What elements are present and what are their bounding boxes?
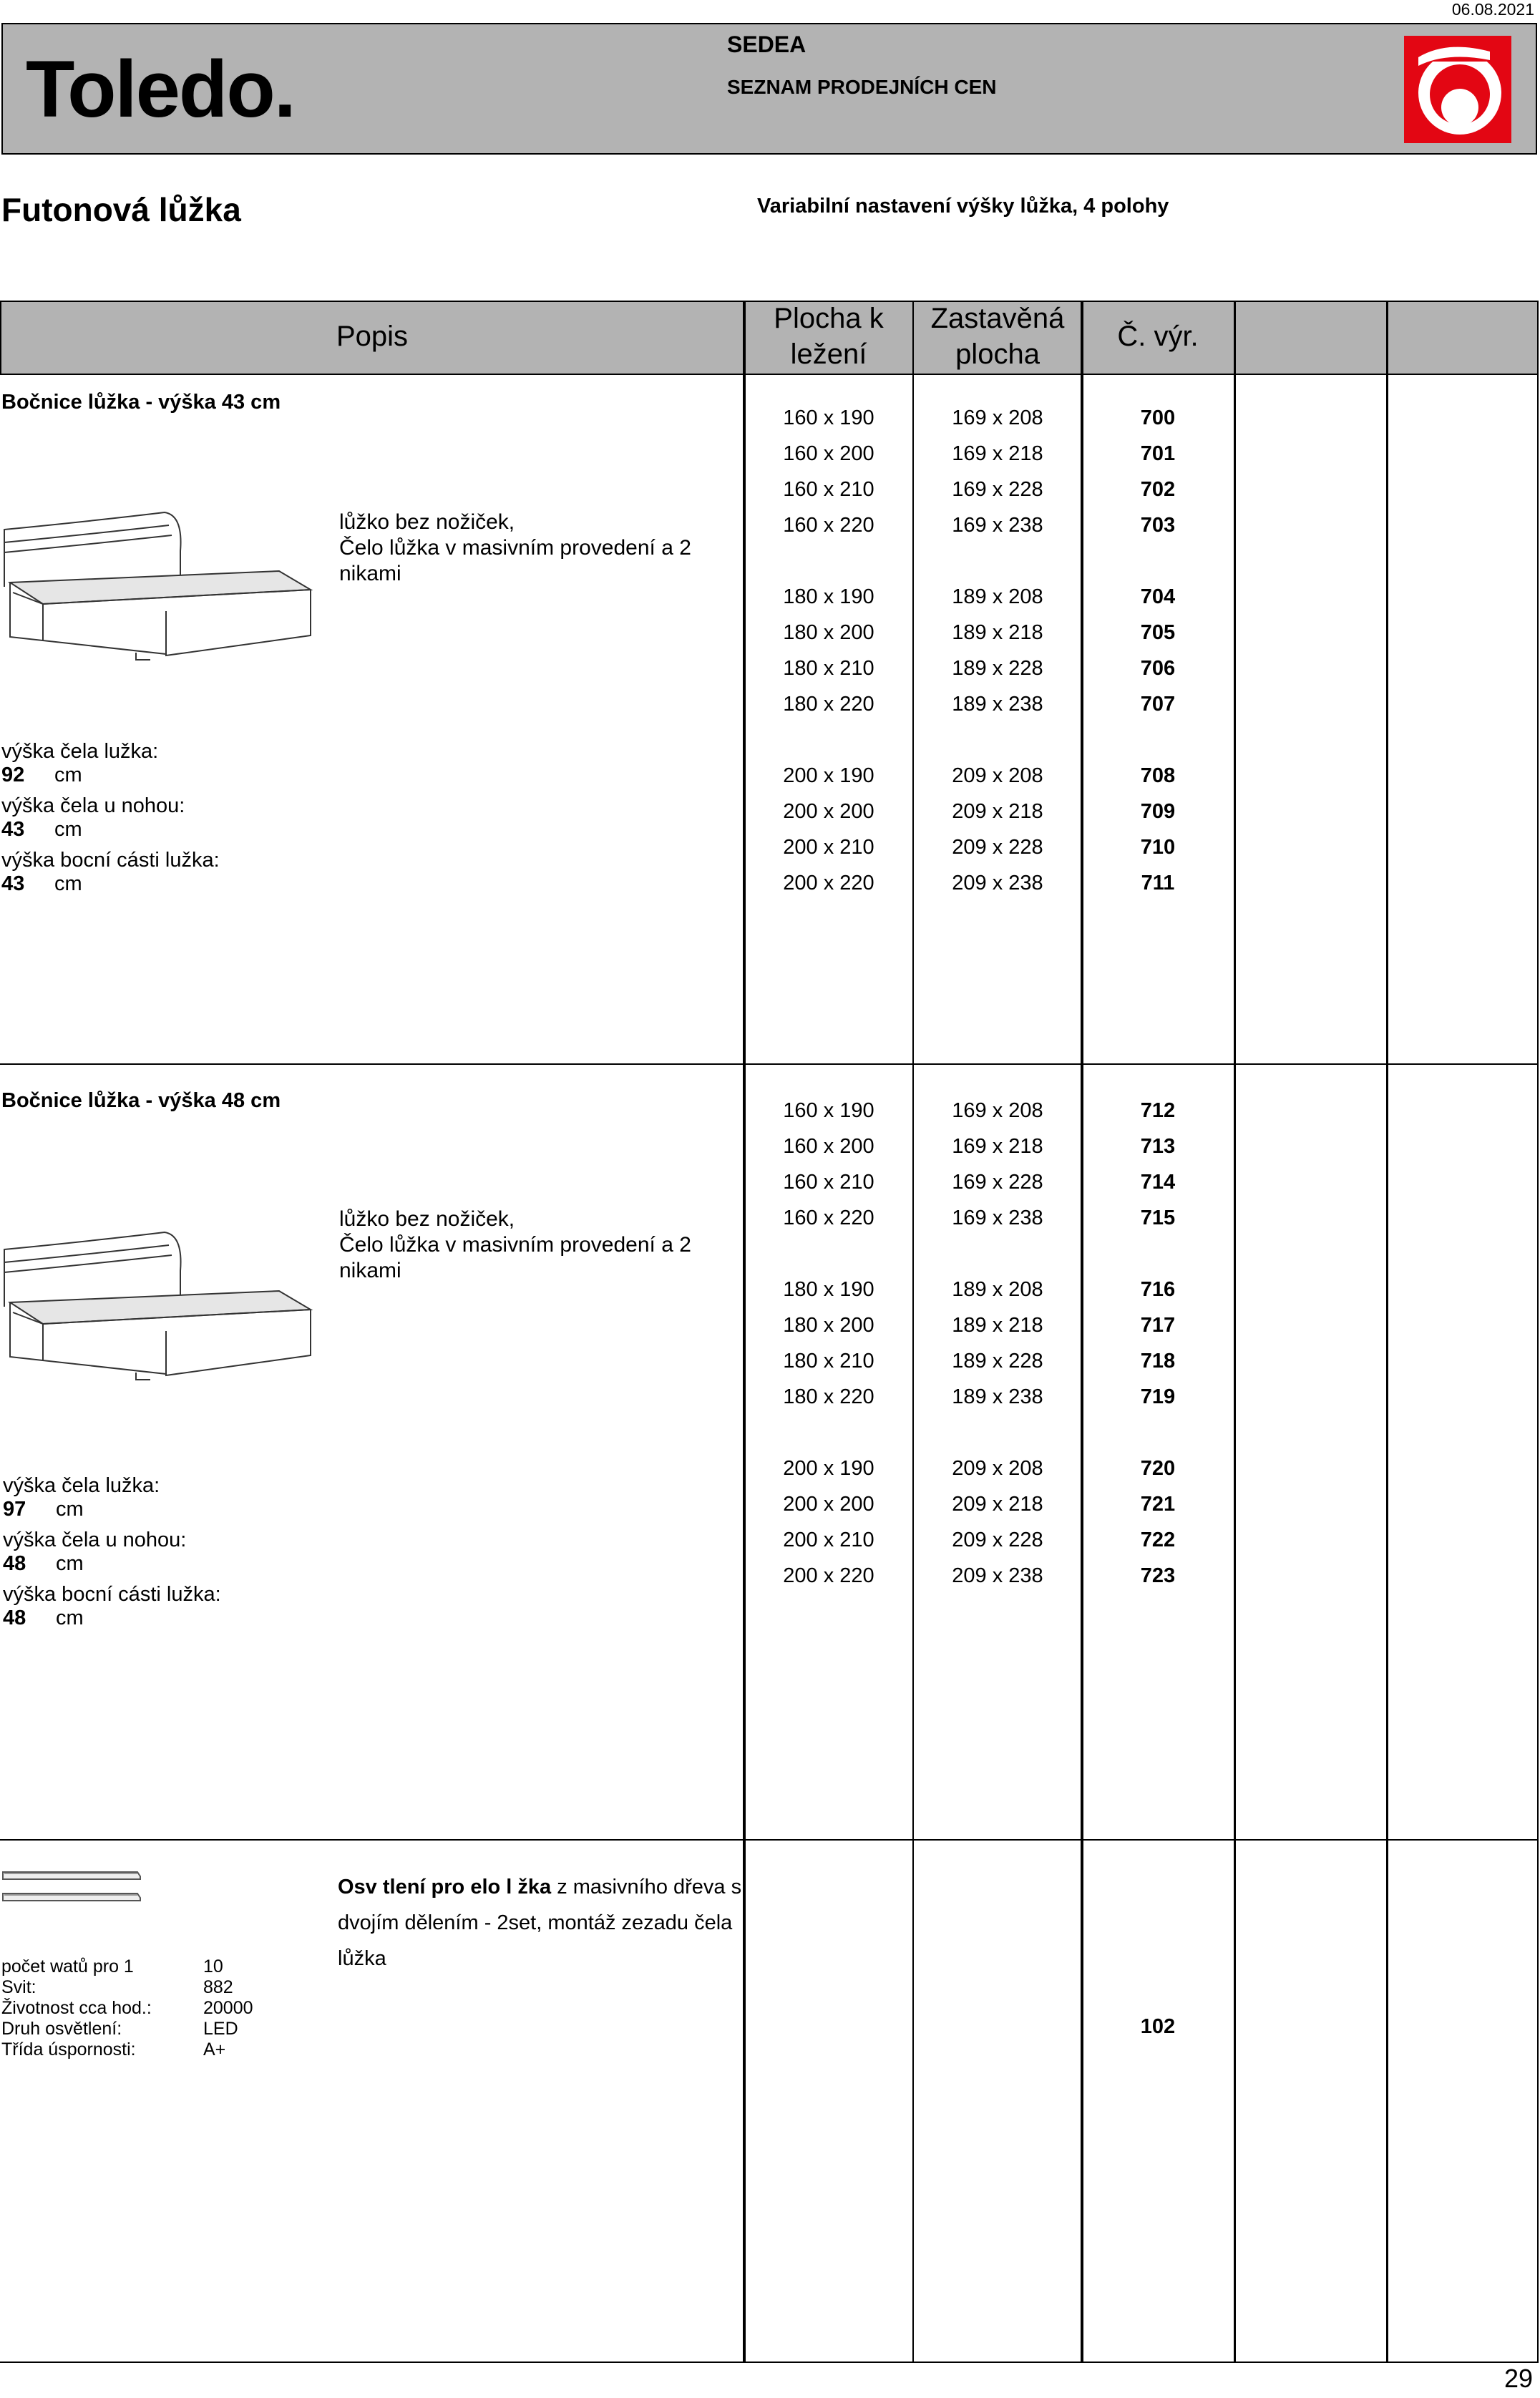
cell-plocha: 200 x 210 (783, 1529, 874, 1551)
lighting-title: Osv tlení pro elo l žka (338, 1876, 552, 1899)
spec-label: výška čela u nohou: (3, 1529, 187, 1551)
cell-plocha: 180 x 190 (783, 585, 874, 608)
cell-zastavena: 169 x 208 (952, 406, 1043, 429)
cell-code: 722 (1140, 1529, 1176, 1551)
cell-zastavena: 169 x 218 (952, 442, 1043, 465)
cell-zastavena: 189 x 228 (952, 1350, 1043, 1373)
pricelist-title: SEZNAM PRODEJNÍCH CEN (727, 76, 997, 98)
cell-zastavena: 209 x 218 (952, 800, 1043, 823)
cell-plocha: 160 x 210 (783, 1171, 874, 1194)
group-description (339, 1207, 726, 1284)
cell-zastavena: 169 x 238 (952, 1207, 1043, 1229)
cell-zastavena: 169 x 218 (952, 1135, 1043, 1158)
cell-plocha: 180 x 210 (783, 657, 874, 680)
cell-plocha: 200 x 220 (783, 872, 874, 895)
cell-plocha: 200 x 200 (783, 800, 874, 823)
price-table (0, 301, 1540, 2363)
spec-value: A+ (203, 2039, 226, 2060)
cell-code: 719 (1140, 1385, 1176, 1408)
spec-value: 48 (3, 1552, 26, 1575)
supplier-name: SEDEA (727, 31, 806, 57)
spec-label: počet watů pro 1 (1, 1956, 134, 1977)
cell-zastavena: 189 x 218 (952, 621, 1043, 644)
col-header-cislo: Č. výr. (1117, 321, 1199, 352)
cell-code: 721 (1140, 1493, 1176, 1516)
lighting-description (338, 1869, 753, 1977)
cell-plocha: 180 x 220 (783, 693, 874, 716)
cell-plocha: 180 x 210 (783, 1350, 874, 1373)
group-title: Bočnice lůžka - výška 43 cm (1, 391, 281, 414)
cell-code: 702 (1140, 478, 1176, 501)
spec-value: 48 (3, 1607, 26, 1629)
spec-unit: cm (54, 764, 82, 786)
cell-zastavena: 209 x 208 (952, 764, 1043, 787)
cell-code: 717 (1140, 1314, 1176, 1337)
page-number: 29 (1504, 2364, 1533, 2393)
spec-unit: cm (56, 1498, 84, 1521)
light-bar-icon (1, 1866, 142, 1906)
cell-plocha: 200 x 190 (783, 764, 874, 787)
cell-code: 720 (1140, 1457, 1176, 1480)
brand-logo-icon (1404, 36, 1511, 143)
cell-code: 707 (1140, 693, 1176, 716)
spec-label: Životnost cca hod.: (1, 1998, 152, 2018)
brand-title: Toledo. (26, 44, 295, 134)
col-header-popis: Popis (336, 321, 409, 352)
cell-code: 712 (1140, 1099, 1176, 1122)
section-subtitle: Variabilní nastavení výšky lůžka, 4 polohy (757, 195, 1169, 218)
cell-plocha: 160 x 190 (783, 1099, 874, 1122)
spec-value: 43 (1, 818, 25, 841)
cell-code: 716 (1140, 1278, 1176, 1301)
cell-zastavena: 209 x 208 (952, 1457, 1043, 1480)
spec-value: 882 (203, 1977, 233, 1997)
spec-unit: cm (54, 872, 82, 895)
row-divider (0, 1063, 1539, 1065)
col-divider (1537, 301, 1539, 2363)
cell-plocha: 180 x 200 (783, 1314, 874, 1337)
spec-unit: cm (56, 1607, 84, 1629)
group-specs (3, 1474, 221, 1630)
cell-zastavena: 189 x 208 (952, 1278, 1043, 1301)
cell-zastavena: 209 x 238 (952, 1564, 1043, 1587)
col-divider (1386, 301, 1388, 2363)
cell-code: 710 (1140, 836, 1176, 859)
group-description (339, 510, 726, 587)
cell-code: 715 (1140, 1207, 1176, 1229)
cell-code: 718 (1140, 1350, 1176, 1373)
cell-code: 706 (1140, 657, 1176, 680)
row-divider (0, 1839, 1539, 1841)
cell-plocha: 200 x 220 (783, 1564, 874, 1587)
lighting-specs (1, 1956, 253, 2060)
cell-code: 723 (1140, 1564, 1176, 1587)
cell-plocha: 200 x 200 (783, 1493, 874, 1516)
document-date: 06.08.2021 (1451, 0, 1534, 19)
spec-label: Druh osvětlení: (1, 2019, 122, 2039)
cell-zastavena: 169 x 238 (952, 514, 1043, 537)
cell-plocha: 160 x 220 (783, 1207, 874, 1229)
cell-zastavena: 169 x 208 (952, 1099, 1043, 1122)
cell-plocha: 160 x 210 (783, 478, 874, 501)
cell-zastavena: 209 x 218 (952, 1493, 1043, 1516)
cell-zastavena: 209 x 228 (952, 836, 1043, 859)
spec-label: výška čela lužka: (1, 740, 159, 763)
spec-label: výška bocní cásti lužka: (1, 849, 220, 872)
cell-plocha: 160 x 200 (783, 1135, 874, 1158)
spec-label: Svit: (1, 1977, 36, 1997)
cell-code: 711 (1141, 872, 1175, 895)
cell-code: 714 (1140, 1171, 1176, 1194)
cell-code: 708 (1140, 764, 1176, 787)
col-divider (1234, 301, 1236, 2363)
cell-code: 704 (1140, 585, 1176, 608)
spec-value: 97 (3, 1498, 26, 1521)
cell-plocha: 180 x 220 (783, 1385, 874, 1408)
section-title: Futonová lůžka (1, 191, 241, 228)
cell-code: 709 (1140, 800, 1176, 823)
bed-illustration-icon (0, 508, 315, 666)
description-text: lůžko bez nožiček, Čelo lůžka v masivním provedení a 2 nikami (339, 510, 691, 585)
cell-zastavena: 209 x 238 (952, 872, 1043, 895)
cell-plocha: 160 x 220 (783, 514, 874, 537)
cell-zastavena: 189 x 228 (952, 657, 1043, 680)
cell-plocha: 160 x 200 (783, 442, 874, 465)
col-header-plocha: Plocha k ležení (774, 303, 884, 370)
spec-label: výška čela u nohou: (1, 794, 185, 817)
spec-unit: cm (56, 1552, 84, 1575)
lighting-text: z masivního dřeva s dvojím dělením - 2set, montáž zezadu čela lůžka (338, 1876, 742, 1970)
cell-code: 700 (1140, 406, 1176, 429)
cell-plocha: 200 x 210 (783, 836, 874, 859)
spec-value: 10 (203, 1956, 223, 1977)
cell-zastavena: 169 x 228 (952, 1171, 1043, 1194)
cell-plocha: 160 x 190 (783, 406, 874, 429)
spec-unit: cm (54, 818, 82, 841)
cell-plocha: 200 x 190 (783, 1457, 874, 1480)
cell-code: 703 (1140, 514, 1176, 537)
bed-illustration-icon (0, 1228, 315, 1385)
cell-zastavena: 189 x 238 (952, 1385, 1043, 1408)
cell-code: 705 (1140, 621, 1176, 644)
group-title: Bočnice lůžka - výška 48 cm (1, 1089, 281, 1112)
cell-zastavena: 189 x 238 (952, 693, 1043, 716)
lighting-code: 102 (1140, 2015, 1176, 2038)
col-header-zastavena: Zastavěná plocha (930, 303, 1065, 370)
cell-zastavena: 189 x 218 (952, 1314, 1043, 1337)
spec-value: 92 (1, 764, 25, 786)
spec-label: výška čela lužka: (3, 1474, 160, 1497)
spec-label: Třída úspornosti: (1, 2039, 136, 2060)
cell-plocha: 180 x 200 (783, 621, 874, 644)
spec-value: 43 (1, 872, 25, 895)
description-text: lůžko bez nožiček, Čelo lůžka v masivním provedení a 2 nikami (339, 1207, 691, 1282)
cell-code: 701 (1140, 442, 1176, 465)
group-specs (1, 740, 220, 896)
row-divider (0, 2362, 1539, 2363)
spec-value: LED (203, 2019, 238, 2039)
cell-zastavena: 209 x 228 (952, 1529, 1043, 1551)
spec-value: 20000 (203, 1998, 253, 2018)
cell-zastavena: 189 x 208 (952, 585, 1043, 608)
cell-code: 713 (1140, 1135, 1176, 1158)
cell-zastavena: 169 x 228 (952, 478, 1043, 501)
cell-plocha: 180 x 190 (783, 1278, 874, 1301)
spec-label: výška bocní cásti lužka: (3, 1583, 221, 1606)
